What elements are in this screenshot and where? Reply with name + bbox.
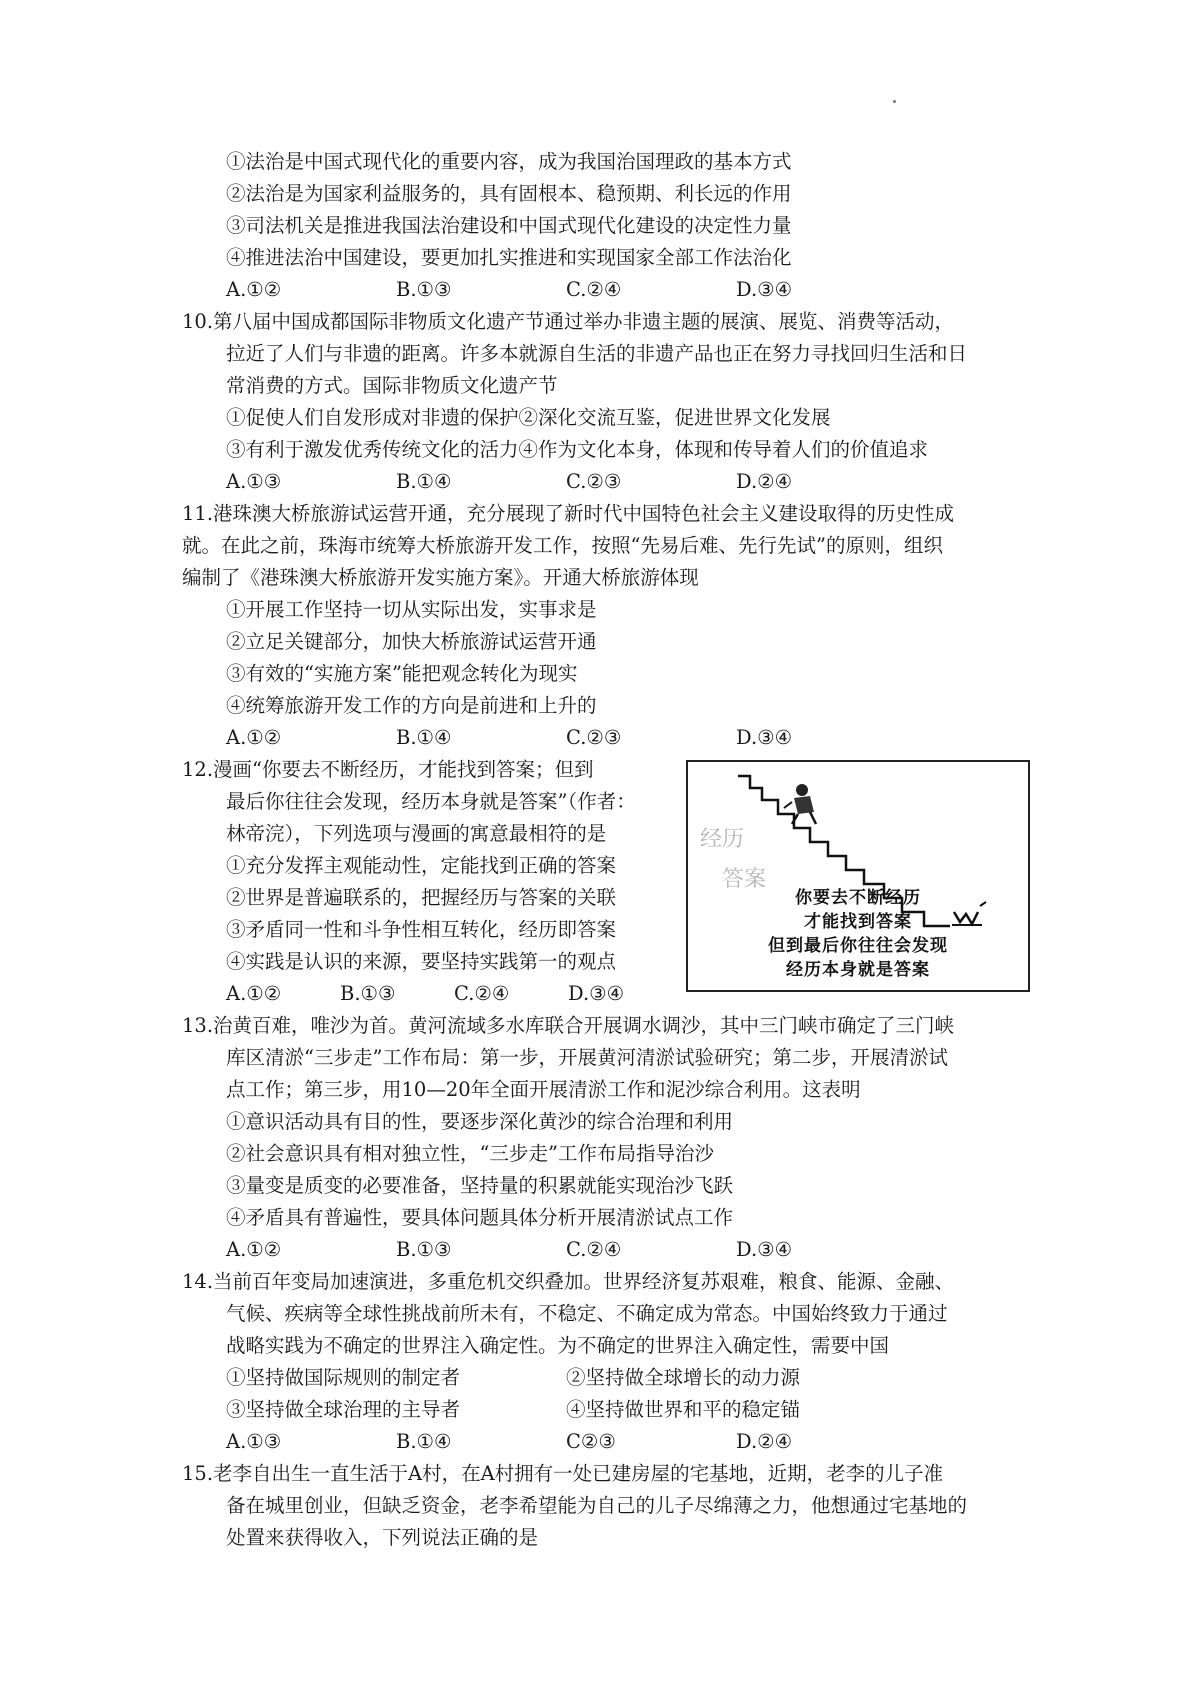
q14-statement-2: ②坚持做全球增长的动力源: [566, 1366, 801, 1389]
scan-speck: [893, 100, 896, 103]
q14-option-a: A.①③: [226, 1430, 282, 1453]
q11-option-d: D.③④: [736, 726, 793, 749]
q13-statement-4: ④矛盾具有普遍性，要具体问题具体分析开展清淤试点工作: [226, 1206, 734, 1229]
cartoon-caption-3: 但到最后你往往会发现: [768, 936, 948, 956]
q14-stem-line-3: 战略实践为不确定的世界注入确定性。为不确定的世界注入确定性，需要中国: [226, 1334, 890, 1357]
q13-stem-line-3: 点工作；第三步，用10—20年全面开展清淤工作和泥沙综合利用。这表明: [226, 1078, 861, 1101]
q12-option-d: D.③④: [568, 982, 625, 1005]
q12-stem-line-3: 林帝浣），下列选项与漫画的寓意最相符的是: [226, 822, 607, 845]
q14-statement-4: ④坚持做世界和平的稳定锚: [566, 1398, 801, 1421]
q10-statements-1-2: ①促使人们自发形成对非遗的保护②深化交流互鉴，促进世界文化发展: [226, 406, 831, 429]
q10-stem-line-1: 10.第八届中国成都国际非物质文化遗产节通过举办非遗主题的展演、展览、消费等活动，: [182, 310, 955, 333]
q12-option-b: B.①③: [340, 982, 396, 1005]
cartoon-faded-text-1: 经历: [700, 827, 745, 852]
q12-statement-4: ④实践是认识的来源，要坚持实践第一的观点: [226, 950, 617, 973]
q14-stem-line-2: 气候、疾病等全球性挑战前所未有，不稳定、不确定成为常态。中国始终致力于通过: [226, 1302, 948, 1325]
q12-option-c: C.②④: [454, 982, 510, 1005]
q11-statement-1: ①开展工作坚持一切从实际出发，实事求是: [226, 598, 597, 621]
q10-stem-line-2: 拉近了人们与非遗的距离。许多本就源自生活的非遗产品也正在努力寻找回归生活和日: [226, 342, 968, 365]
q14-stem-line-1: 14.当前百年变局加速演进，多重危机交织叠加。世界经济复苏艰难，粮食、能源、金融、: [182, 1270, 955, 1293]
q13-statement-2: ②社会意识具有相对独立性，“三步走”工作布局指导治沙: [226, 1142, 714, 1165]
q11-stem-line-1: 11.港珠澳大桥旅游试运营开通，充分展现了新时代中国特色社会主义建设取得的历史性成: [182, 502, 955, 525]
q11-option-c: C.②③: [566, 726, 622, 749]
q13-option-a: A.①②: [226, 1238, 282, 1261]
cartoon-caption-1: 你要去不断经历: [795, 888, 921, 908]
q9-option-c: C.②④: [566, 278, 622, 301]
climber-figure-top: [784, 784, 816, 824]
q9-statement-3: ③司法机关是推进我国法治建设和中国式现代化建设的决定性力量: [226, 214, 792, 237]
q12-option-a: A.①②: [226, 982, 282, 1005]
q9-option-b: B.①③: [396, 278, 452, 301]
q13-option-b: B.①③: [396, 1238, 452, 1261]
q14-statement-3: ③坚持做全球治理的主导者: [226, 1398, 461, 1421]
q14-statement-1: ①坚持做国际规则的制定者: [226, 1366, 461, 1389]
q13-statement-1: ①意识活动具有目的性，要逐步深化黄沙的综合治理和利用: [226, 1110, 734, 1133]
q13-statement-3: ③量变是质变的必要准备，坚持量的积累就能实现治沙飞跃: [226, 1174, 734, 1197]
q14-option-b: B.①④: [396, 1430, 452, 1453]
q13-stem-line-2: 库区清淤“三步走”工作布局：第一步，开展黄河清淤试验研究；第二步，开展清淤试: [226, 1046, 948, 1069]
cartoon-caption-2: 才能找到答案: [804, 912, 912, 932]
cartoon-caption-4: 经历本身就是答案: [786, 960, 930, 980]
q12-statement-3: ③矛盾同一性和斗争性相互转化，经历即答案: [226, 918, 617, 941]
q11-option-b: B.①④: [396, 726, 452, 749]
q13-option-d: D.③④: [736, 1238, 793, 1261]
q12-stem-line-1: 12.漫画“你要去不断经历，才能找到答案；但到: [182, 758, 594, 781]
q10-option-c: C.②③: [566, 470, 622, 493]
q15-stem-line-1: 15.老李自出生一直生活于A村，在A村拥有一处已建房屋的宅基地，近期，老李的儿子准: [182, 1462, 944, 1485]
q9-statement-2: ②法治是为国家利益服务的，具有固根本、稳预期、利长远的作用: [226, 182, 792, 205]
q11-statement-3: ③有效的“实施方案”能把观念转化为现实: [226, 662, 578, 685]
q11-stem-line-2: 就。在此之前，珠海市统筹大桥旅游开发工作，按照“先易后难、先行先试”的原则，组织: [182, 534, 943, 557]
cartoon-figure: [686, 760, 1030, 992]
q11-stem-line-3: 编制了《港珠澳大桥旅游开发实施方案》。开通大桥旅游体现: [182, 566, 699, 589]
q10-option-d: D.②④: [736, 470, 793, 493]
q9-option-a: A.①②: [226, 278, 282, 301]
q11-statement-4: ④统筹旅游开发工作的方向是前进和上升的: [226, 694, 597, 717]
q9-option-d: D.③④: [736, 278, 793, 301]
q10-stem-line-3: 常消费的方式。国际非物质文化遗产节: [226, 374, 558, 397]
cartoon-faded-text-2: 答案: [722, 867, 767, 892]
q11-statement-2: ②立足关键部分，加快大桥旅游试运营开通: [226, 630, 597, 653]
q13-stem-line-1: 13.治黄百难，唯沙为首。黄河流域多水库联合开展调水调沙，其中三门峡市确定了三门峡: [182, 1014, 955, 1037]
q10-statements-3-4: ③有利于激发优秀传统文化的活力④作为文化本身，体现和传导着人们的价值追求: [226, 438, 929, 461]
q15-stem-line-3: 处置来获得收入，下列说法正确的是: [226, 1526, 539, 1549]
q12-statement-1: ①充分发挥主观能动性，定能找到正确的答案: [226, 854, 617, 877]
q14-option-d: D.②④: [736, 1430, 793, 1453]
q13-option-c: C.②④: [566, 1238, 622, 1261]
q9-statement-4: ④推进法治中国建设，要更加扎实推进和实现国家全部工作法治化: [226, 246, 792, 269]
q11-option-a: A.①②: [226, 726, 282, 749]
q10-option-b: B.①④: [396, 470, 452, 493]
q12-stem-line-2: 最后你往往会发现，经历本身就是答案”（作者：: [226, 790, 636, 813]
q15-stem-line-2: 备在城里创业，但缺乏资金，老李希望能为自己的儿子尽绵薄之力，他想通过宅基地的: [226, 1494, 968, 1517]
q12-statement-2: ②世界是普遍联系的，把握经历与答案的关联: [226, 886, 617, 909]
q14-option-c: C②③: [566, 1430, 616, 1453]
q9-statement-1: ①法治是中国式现代化的重要内容，成为我国治国理政的基本方式: [226, 150, 792, 173]
q10-option-a: A.①③: [226, 470, 282, 493]
